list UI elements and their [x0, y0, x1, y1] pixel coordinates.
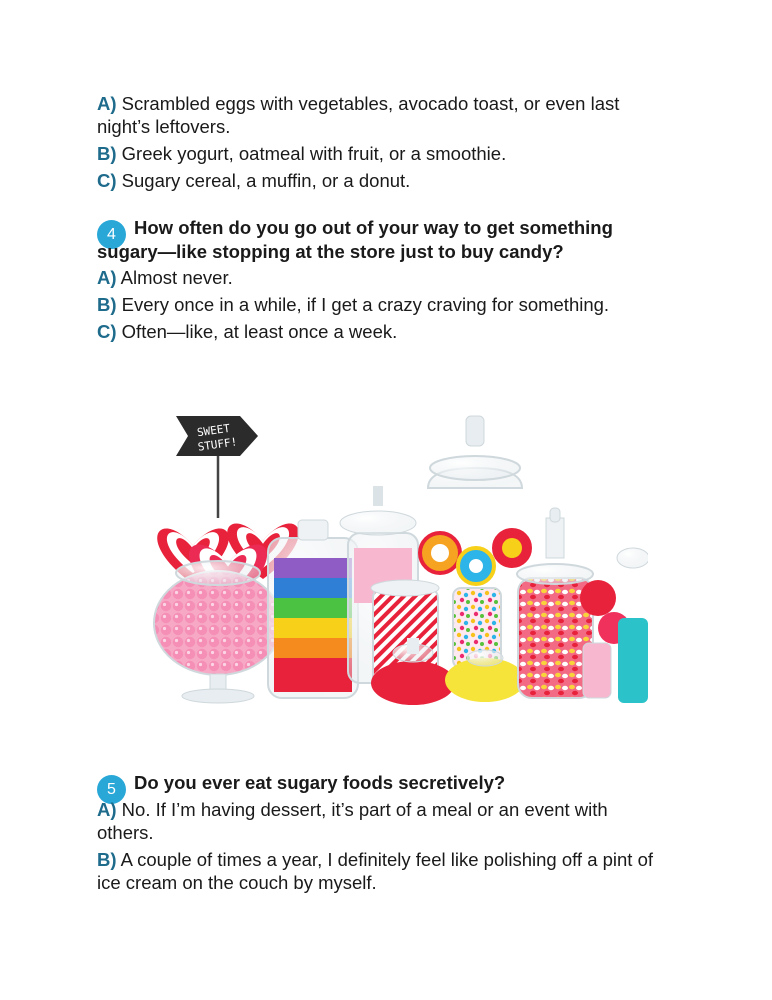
- q5-answer-b: B) A couple of times a year, I definitely feel like polishing off a pint of: [97, 849, 654, 870]
- sweet-stuff-sign: [176, 416, 258, 518]
- q3-answer-b: B) Greek yogurt, oatmeal with fruit, or a smoothie.: [97, 143, 507, 164]
- q5-question: 5 Do you ever eat sugary foods secretively?: [97, 771, 505, 804]
- candy-jars-illustration: [148, 408, 648, 713]
- q3-answer-a-cont: night’s leftovers.: [97, 116, 231, 137]
- q4-question: 4 How often do you go out of your way to get something: [97, 216, 613, 249]
- q4-question-cont: sugary—like stopping at the store just to buy candy?: [97, 241, 564, 262]
- q5-answer-a: A) No. If I’m having dessert, it’s part of a meal or an event with: [97, 799, 608, 820]
- sign-text-line2: STUFF!: [196, 435, 239, 454]
- q3-answer-a: A) Scrambled eggs with vegetables, avocado toast, or even last: [97, 93, 620, 114]
- q5-number-badge: 5: [97, 775, 126, 804]
- teal-candy-jar: [617, 548, 648, 703]
- q5-answer-a-cont: others.: [97, 822, 154, 843]
- q4-answer-c: C) Often—like, at least once a week.: [97, 321, 398, 342]
- q4-number-badge: 4: [97, 220, 126, 249]
- q4-answer-a: A) Almost never.: [97, 267, 233, 288]
- sign-text-line1: SWEET: [196, 421, 231, 440]
- pink-gumball-jar: [154, 561, 282, 703]
- q3-answer-c: C) Sugary cereal, a muffin, or a donut.: [97, 170, 411, 191]
- rainbow-gumball-jar: [268, 520, 358, 698]
- q4-answer-b: B) Every once in a while, if I get a crazy craving for something.: [97, 294, 610, 315]
- q5-answer-b-cont: ice cream on the couch by myself.: [97, 872, 377, 893]
